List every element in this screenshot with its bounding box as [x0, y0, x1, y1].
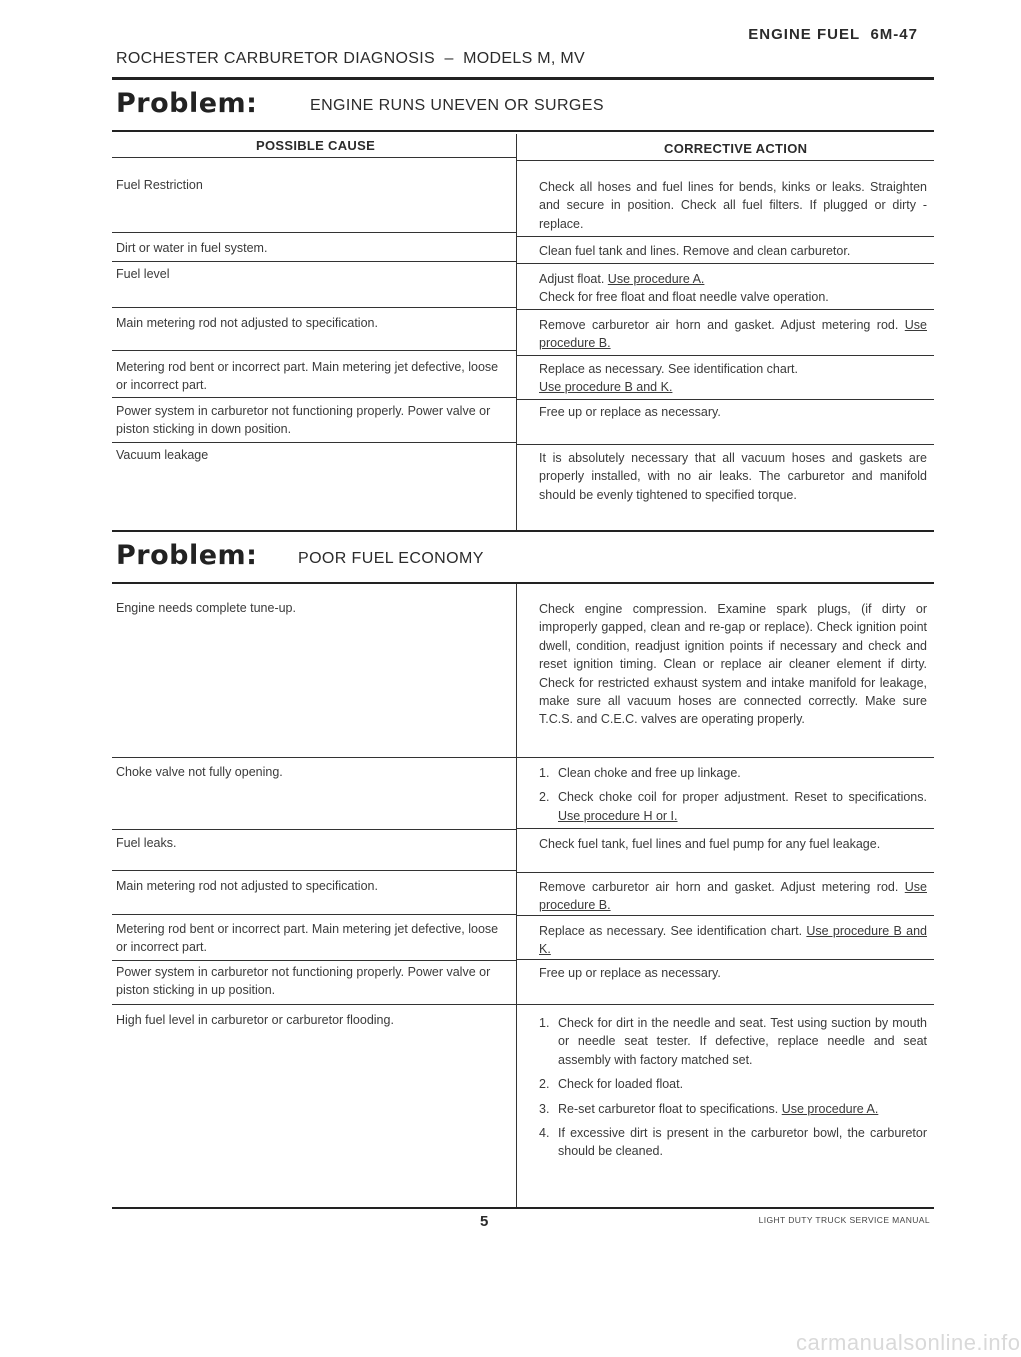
cause-text: High fuel level in carburetor or carburetor flooding.: [116, 1013, 394, 1027]
problem-rule: [112, 130, 934, 132]
page-number: 5: [480, 1213, 489, 1230]
document-title: ROCHESTER CARBURETOR DIAGNOSIS: [116, 50, 435, 67]
cause-text: Engine needs complete tune-up.: [116, 601, 296, 615]
list-item-text-part: Check choke coil for proper adjustment. Reset to specifications.: [558, 790, 927, 805]
cause-text: Main metering rod not adjusted to specification.: [116, 316, 378, 330]
problem-label: Problem:: [116, 540, 258, 571]
row-divider: [516, 757, 934, 758]
title-dash: –: [444, 50, 454, 67]
list-item-text: If excessive dirt is present in the carburetor bowl, the carburetor should be cleaned.: [558, 1126, 927, 1159]
row-divider: [516, 309, 934, 310]
action-text: Clean fuel tank and lines. Remove and clean carburetor.: [539, 244, 851, 258]
column-header-cause: POSSIBLE CAUSE: [256, 138, 376, 153]
column-divider: [516, 134, 517, 530]
cause-text: Main metering rod not adjusted to specification.: [116, 879, 378, 893]
row-divider: [516, 828, 934, 829]
list-item: [539, 788, 927, 825]
procedure-reference: Use procedure B and K.: [539, 380, 673, 395]
cause-text: Fuel Restriction: [116, 178, 203, 192]
section-name: ENGINE FUEL: [748, 26, 861, 43]
row-divider: [112, 442, 516, 443]
column-header-rule: [516, 160, 934, 161]
cause-text: Vacuum leakage: [116, 448, 209, 462]
list-item-text-part: Re-set carburetor float to specifications.: [558, 1101, 782, 1116]
problem-label: Problem:: [116, 88, 258, 119]
action-list: [539, 764, 927, 831]
list-item-number: 2.: [539, 790, 550, 805]
row-divider: [516, 872, 934, 873]
cause-text: Metering rod bent or incorrect part. Main metering jet defective, loose or incorrect part.: [116, 360, 499, 392]
list-item-text: Clean choke and free up linkage.: [558, 766, 741, 780]
cause-text: Metering rod bent or incorrect part. Main metering jet defective, loose or incorrect part.: [116, 922, 499, 954]
row-divider: [112, 914, 516, 915]
action-text: [539, 922, 927, 959]
list-item: [539, 764, 927, 782]
row-divider: [112, 307, 516, 308]
action-text: Check engine compression. Examine spark plugs, (if dirty or improperly gapped, clean and re-gap or replace). Check ignition point dwell, condition, readjust ignition points if necessary and check and reset ignition timing. Clean or replace air cleaner element if dirty. Check for restricted exhaust system and intake manifold for leakage, make sure all vacuum hoses are connected correctly. Make sure T.C.S. and C.E.C. valves are operating properly.: [539, 602, 927, 727]
row-divider: [112, 829, 516, 830]
action-text: [539, 360, 927, 397]
action-text: Free up or replace as necessary.: [539, 405, 721, 419]
action-text-part: Replace as necessary. See identification chart.: [539, 362, 798, 376]
row-divider: [516, 959, 934, 960]
header-rule: [112, 77, 934, 80]
procedure-reference: Use procedure H or I.: [558, 808, 678, 823]
row-divider: [516, 355, 934, 356]
table-bottom-rule: [112, 1207, 934, 1209]
watermark: carmanualsonline.info: [796, 1330, 1021, 1355]
procedure-reference: Use procedure B.: [539, 880, 927, 913]
cause-text: Dirt or water in fuel system.: [116, 241, 268, 255]
list-item-text: [558, 788, 927, 825]
row-divider: [516, 444, 934, 445]
action-text: Free up or replace as necessary.: [539, 966, 721, 980]
cause-text: Choke valve not fully opening.: [116, 765, 283, 779]
cause-text: Power system in carburetor not functioning properly. Power valve or piston sticking in up position.: [116, 965, 491, 997]
row-divider: [112, 397, 516, 398]
row-divider: [112, 757, 516, 758]
row-divider: [516, 263, 934, 264]
action-text: [539, 316, 927, 353]
list-item-number: 4.: [539, 1126, 550, 1141]
list-item-number: 2.: [539, 1077, 550, 1092]
cause-text: Power system in carburetor not functioning properly. Power valve or piston sticking in down position.: [116, 404, 491, 436]
action-text-part: Check for free float and float needle valve operation.: [539, 290, 829, 305]
cause-text: Fuel level: [116, 267, 170, 281]
list-item-number: 1.: [539, 766, 550, 780]
action-text: It is absolutely necessary that all vacuum hoses and gaskets are properly installed, with no air leaks. The carburetor and manifold should be evenly tightened to specified torque.: [539, 451, 927, 502]
procedure-reference: Use procedure A.: [607, 272, 705, 286]
list-item-number: 3.: [539, 1101, 550, 1116]
problem-title: POOR FUEL ECONOMY: [298, 550, 484, 567]
row-divider: [112, 960, 516, 961]
action-text: Check fuel tank, fuel lines and fuel pump for any fuel leakage.: [539, 837, 881, 851]
column-header-rule: [112, 157, 516, 158]
list-item: [539, 1124, 927, 1161]
action-text-part: Adjust float.: [539, 272, 608, 286]
action-text-part: Replace as necessary. See identification chart.: [539, 924, 807, 938]
column-header-action: CORRECTIVE ACTION: [664, 141, 808, 156]
problem-rule: [112, 582, 934, 584]
row-divider: [112, 870, 516, 871]
list-item-number: 1.: [539, 1016, 550, 1030]
page-code: 6M-47: [870, 26, 918, 43]
action-text-part: Remove carburetor air horn and gasket. Adjust metering rod.: [539, 880, 905, 894]
action-text: [539, 878, 927, 915]
row-divider: [112, 350, 516, 351]
row-divider: [112, 261, 516, 262]
cause-text: Fuel leaks.: [116, 836, 177, 850]
list-item: [539, 1100, 927, 1118]
list-item-text: Check for loaded float.: [558, 1077, 684, 1092]
table-bottom-rule: [112, 530, 934, 532]
problem-title: ENGINE RUNS UNEVEN OR SURGES: [310, 97, 604, 114]
procedure-reference: Use procedure B.: [539, 318, 927, 351]
manual-title: LIGHT DUTY TRUCK SERVICE MANUAL: [758, 1215, 930, 1225]
models-label: MODELS M, MV: [463, 50, 586, 67]
row-divider: [112, 232, 516, 233]
running-header-right: [748, 26, 918, 43]
list-item-text: [558, 1100, 927, 1118]
row-divider: [516, 399, 934, 400]
action-list: [539, 1014, 927, 1167]
row-divider: [516, 236, 934, 237]
action-text: Check all hoses and fuel lines for bends, kinks or leaks. Straighten and secure in position. Check all fuel filters. If plugged or dirty - replace.: [539, 180, 927, 231]
row-divider: [516, 915, 934, 916]
list-item-text: Check for dirt in the needle and seat. Test using suction by mouth or needle seat tester. If defective, replace needle and seat assembly with factory matched set.: [558, 1016, 927, 1067]
list-item: [539, 1014, 927, 1069]
action-text-part: Remove carburetor air horn and gasket. Adjust metering rod.: [539, 318, 905, 332]
running-header-left: [116, 50, 585, 68]
row-divider: [112, 1004, 516, 1005]
action-text: [539, 270, 927, 307]
procedure-reference: Use procedure B and K.: [539, 924, 927, 957]
column-divider: [516, 584, 517, 1208]
list-item: [539, 1075, 927, 1093]
procedure-reference: Use procedure A.: [781, 1101, 879, 1116]
row-divider: [516, 1004, 934, 1005]
